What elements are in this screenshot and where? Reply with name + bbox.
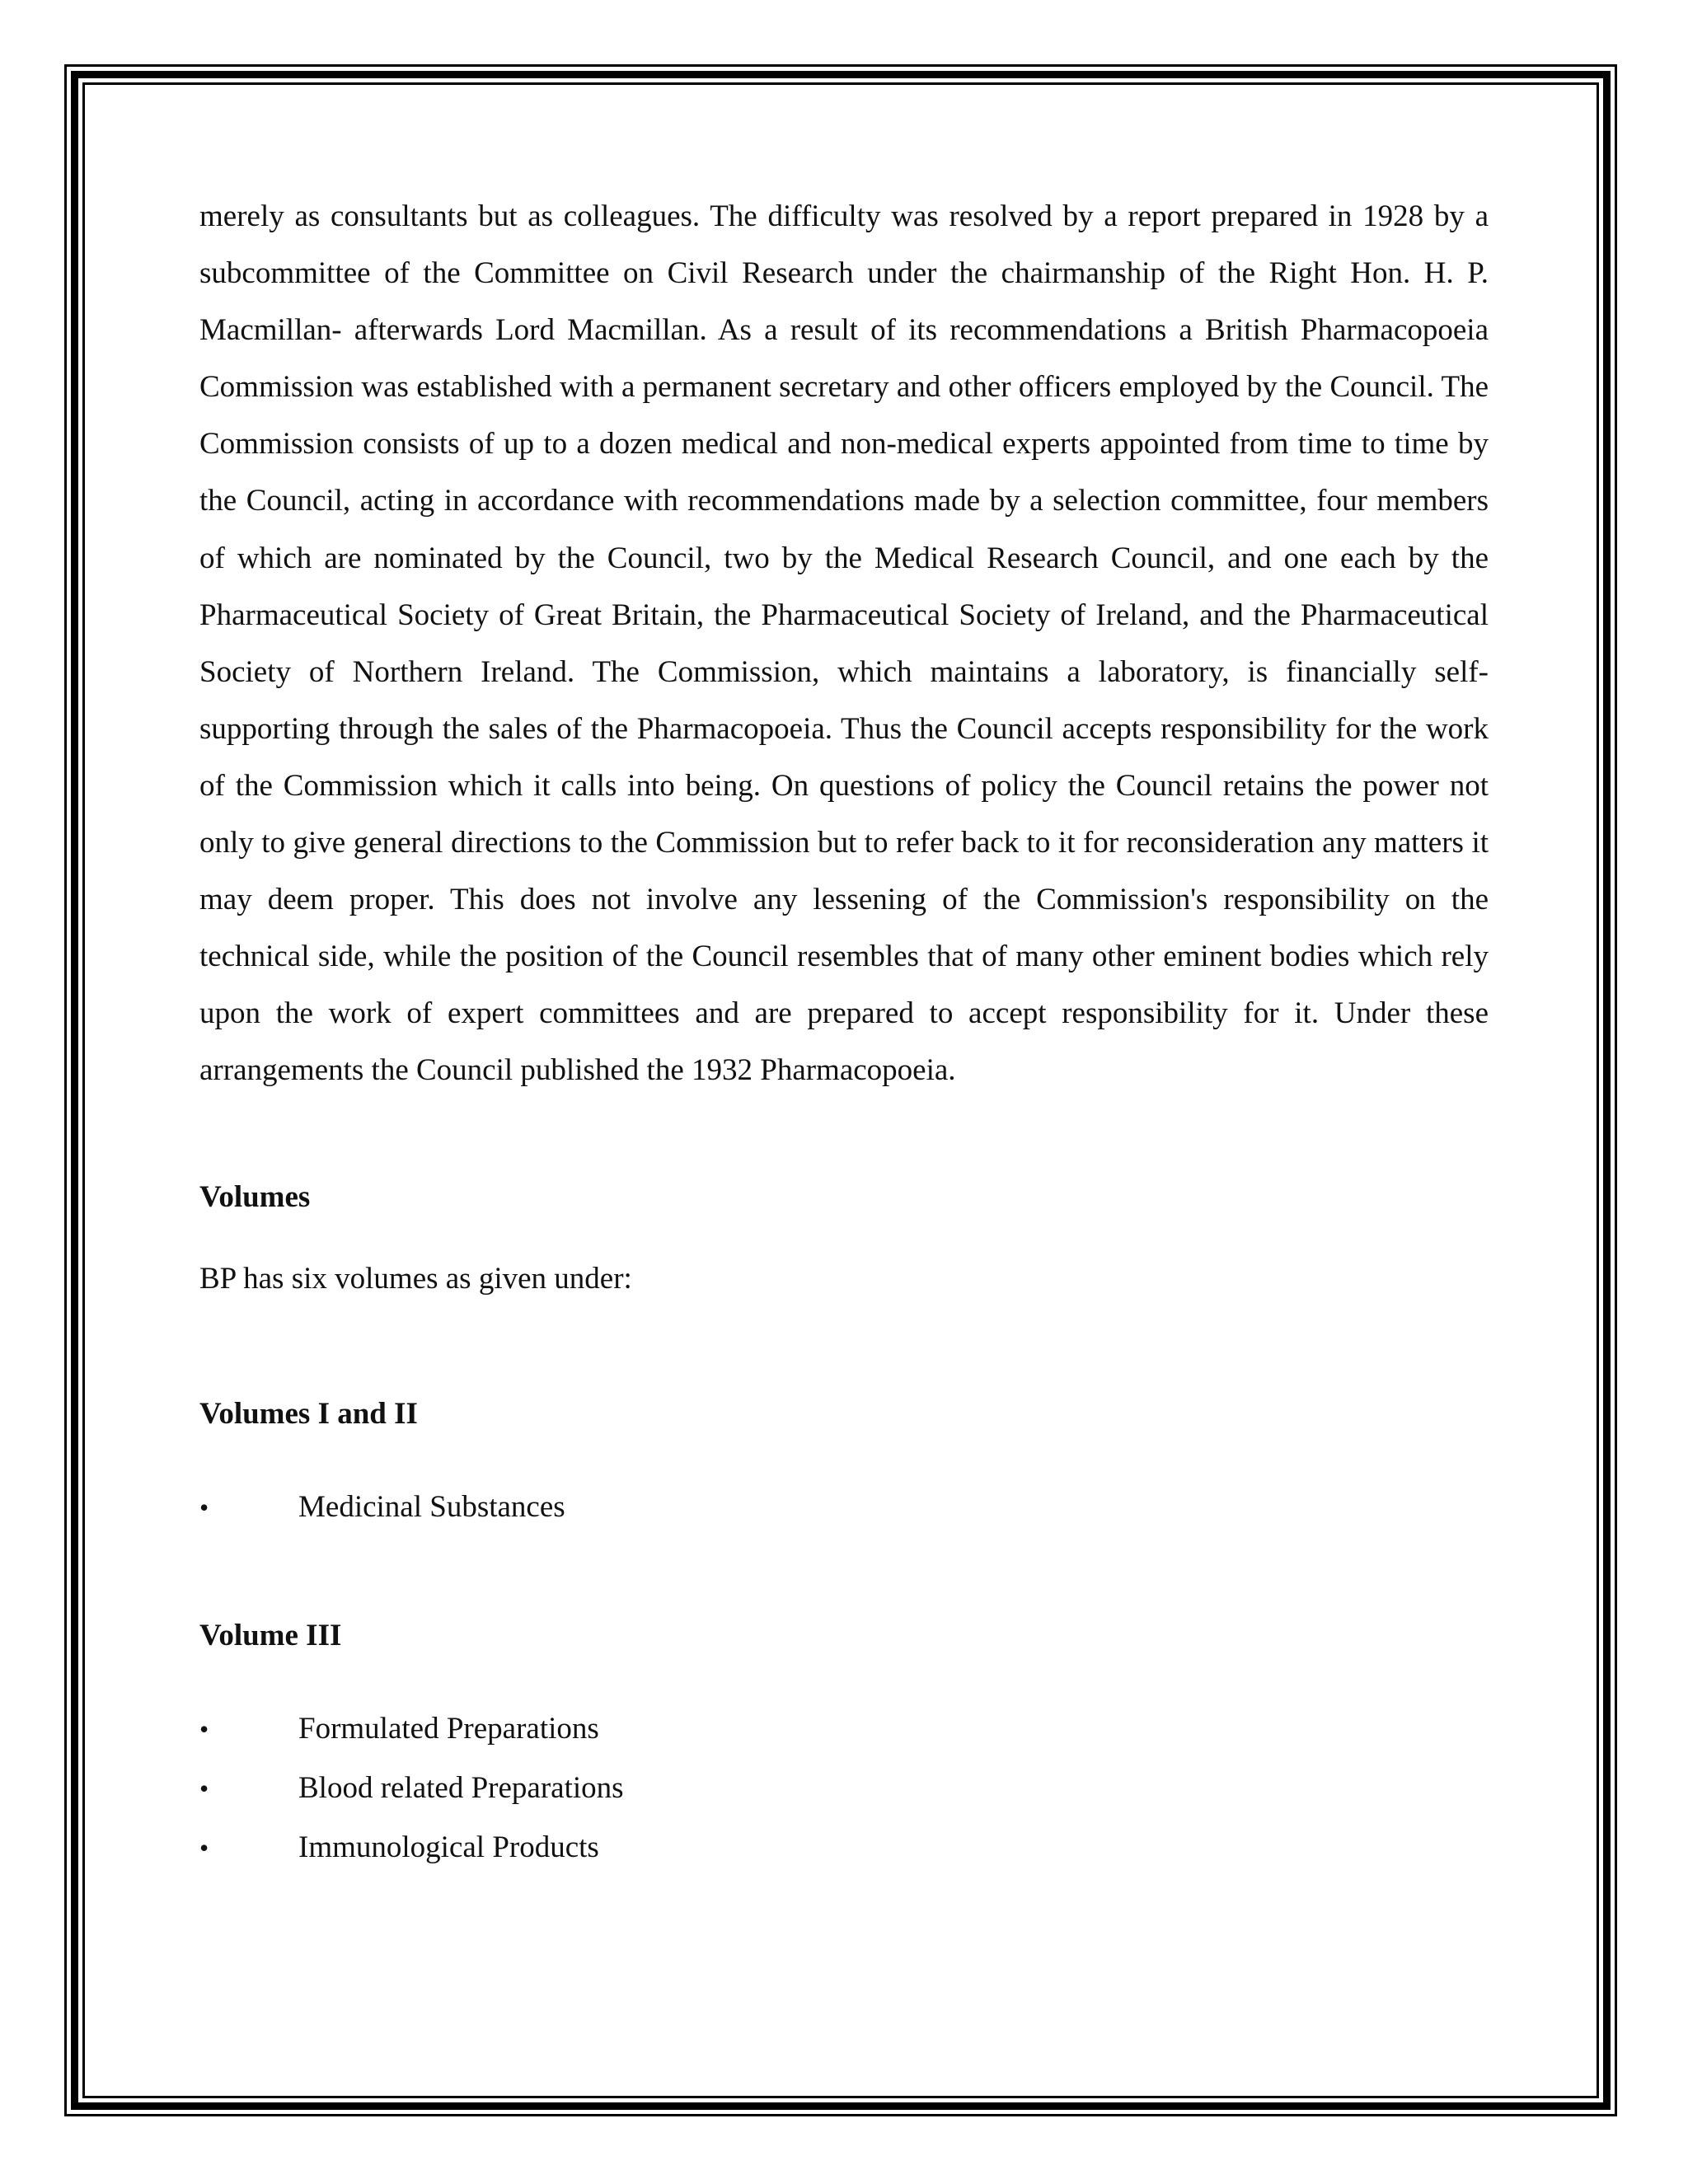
bullet-icon: • xyxy=(199,1773,209,1803)
section-heading-volume-iii: Volume III xyxy=(199,1618,342,1652)
list-item xyxy=(199,1711,1489,1747)
list-item-text: Blood related Preparations xyxy=(298,1770,624,1805)
list-item xyxy=(199,1770,1489,1807)
bullet-list-volumes-i-ii xyxy=(199,1489,1489,1526)
page-content xyxy=(199,188,1489,1866)
list-item-text: Medicinal Substances xyxy=(298,1489,565,1524)
body-paragraph: merely as consultants but as colleagues. The difficulty was resolved by a report prepared in 1928 by a subcommittee of the Committee on Civil Research under the chairmanship of the Right Hon. H. P. Macmillan- afterwards Lord Macmillan. As a result of its recommendations a British Pharmacopoeia Commission was established with a permanent secretary and other officers employed by the Council. The Commission consists of up to a dozen medical and non-medical experts appointed from time to time by the Council, acting in accordance with recommendations made by a selection committee, four members of which are nominated by the Council, two by the Medical Research Council, and one each by the Pharmaceutical Society of Great Britain, the Pharmaceutical Society of Ireland, and the Pharmaceutical Society of Northern Ireland. The Commission, which maintains a laboratory, is financially self-supporting through the sales of the Pharmacopoeia. Thus the Council accepts responsibility for the work of the Commission which it calls into being. On questions of policy the Council retains the power not only to give general directions to the Commission but to refer back to it for reconsideration any matters it may deem proper. This does not involve any lessening of the Commission's responsibility on the technical side, while the position of the Council resembles that of many other eminent bodies which rely upon the work of expert committees and are prepared to accept responsibility for it. Under these arrangements the Council published the 1932 Pharmacopoeia. xyxy=(199,199,1489,1088)
bullet-icon: • xyxy=(199,1713,209,1744)
list-item xyxy=(199,1489,1489,1526)
volumes-intro: BP has six volumes as given under: xyxy=(199,1261,632,1296)
bullet-icon: • xyxy=(199,1492,209,1522)
list-item-text: Immunological Products xyxy=(298,1830,599,1864)
volumes-heading: Volumes xyxy=(199,1179,311,1214)
list-item xyxy=(199,1830,1489,1866)
list-item-text: Formulated Preparations xyxy=(298,1711,599,1746)
section-heading-volumes-i-ii: Volumes I and II xyxy=(199,1396,418,1431)
bullet-list-volume-iii xyxy=(199,1711,1489,1866)
bullet-icon: • xyxy=(199,1832,209,1863)
